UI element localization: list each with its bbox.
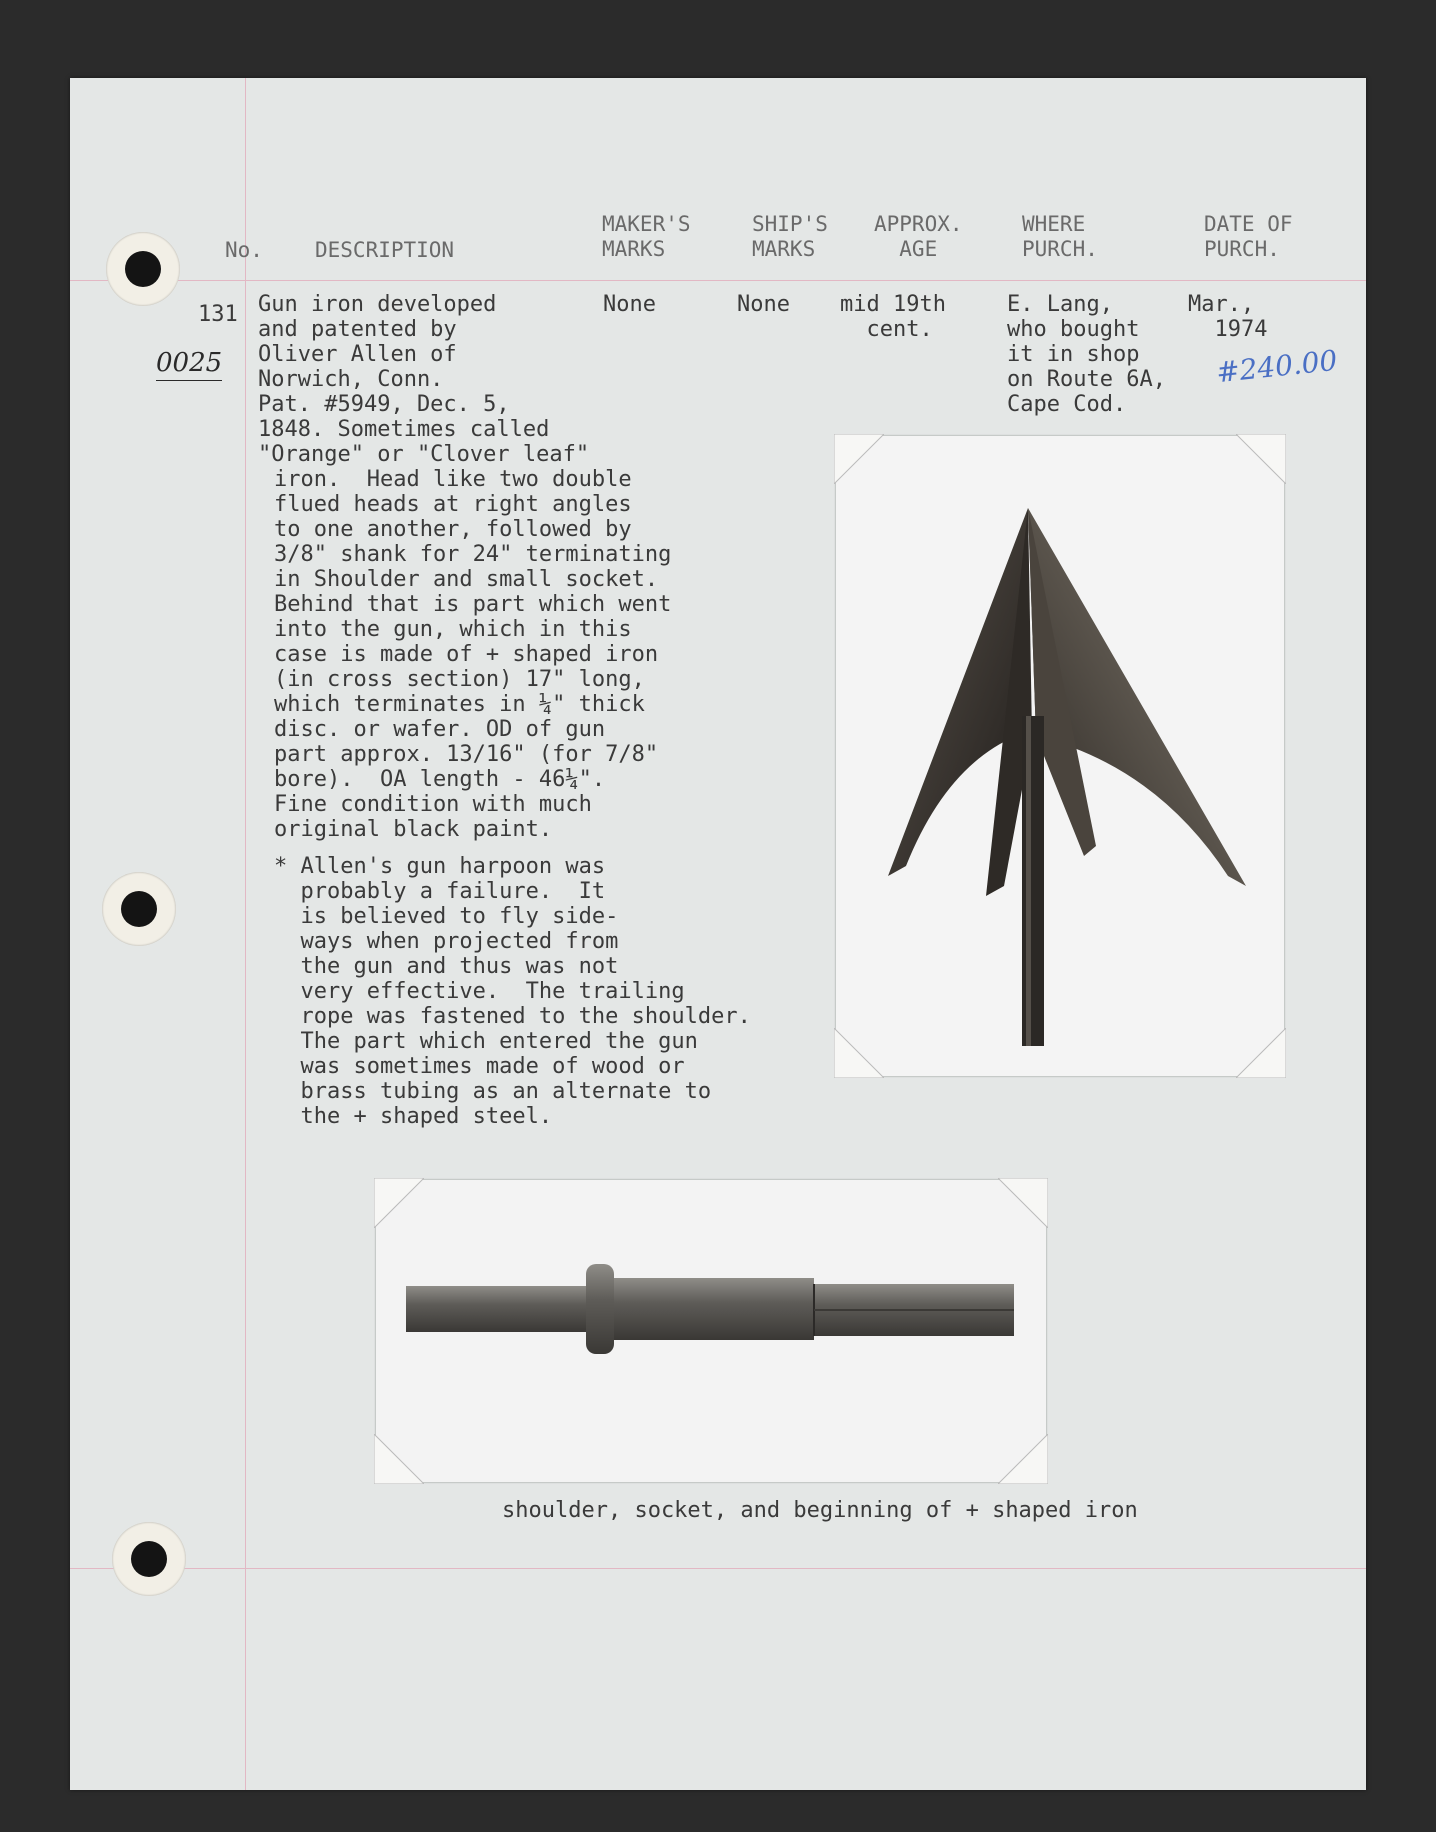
price-handwritten: #240.00	[1214, 343, 1339, 390]
shoulder-socket-photo	[376, 1180, 1046, 1482]
header-no: No.	[225, 238, 263, 262]
date-of-purch-value: Mar., 1974	[1188, 292, 1268, 342]
margin-rule	[245, 78, 246, 1790]
ships-marks-value: None	[737, 292, 790, 317]
photo-corner-icon	[374, 1434, 424, 1484]
photo-corner-icon	[834, 434, 884, 484]
header-makers-marks: MAKER'S MARKS	[602, 212, 691, 261]
header-description: DESCRIPTION	[315, 238, 455, 262]
description-text: Gun iron developed and patented by Oliver Allen of Norwich, Conn. Pat. #5949, Dec. 5, 1848. Sometimes called "Orange" or "Clover leaf"	[258, 292, 590, 467]
photo-corner-icon	[1236, 1028, 1286, 1078]
makers-marks-value: None	[603, 292, 656, 317]
header-where-purch: WHERE PURCH.	[1022, 212, 1098, 261]
header-date-of-purch: DATE OF PURCH.	[1204, 212, 1293, 261]
header-rule	[70, 280, 1366, 281]
description-continued: iron. Head like two double flued heads at right angles to one another, followed by 3/8" shank for 24" terminating in Shoulder and small socket. Behind that is part which went into the gun, which in this case is made of + shaped iron (in cross section) 17" long, which terminates in ¼" thick disc. or wafer. OD of gun part approx. 13/16" (for 7/8" bore). OA length - 46¼". Fine condition with much original black paint.	[274, 467, 672, 842]
bottom-rule	[70, 1568, 1366, 1569]
header-approx-age: APPROX. AGE	[874, 212, 963, 261]
harpoon-head-image	[836, 436, 1284, 1076]
where-purch-value: E. Lang, who bought it in shop on Route 6A, Cape Cod.	[1007, 292, 1166, 417]
shoulder-socket-image	[376, 1180, 1046, 1482]
entry-number: 131	[198, 302, 238, 327]
binder-hole-bottom	[112, 1522, 186, 1596]
photo-corner-icon	[998, 1178, 1048, 1228]
photo-corner-icon	[374, 1178, 424, 1228]
catalog-number-handwritten: 0025	[156, 348, 222, 381]
approx-age-value: mid 19th cent.	[840, 292, 946, 342]
header-ships-marks: SHIP'S MARKS	[752, 212, 828, 261]
photo-corner-icon	[834, 1028, 884, 1078]
harpoon-head-photo	[836, 436, 1284, 1076]
description-note: * Allen's gun harpoon was probably a failure. It is believed to fly side- ways when projected from the gun and thus was not very effective. The trailing rope was fastened to the shoulder. The part which entered the gun was sometimes made of wood or brass tubing as an alternate to the + shaped steel.	[274, 854, 751, 1129]
photo-corner-icon	[998, 1434, 1048, 1484]
photo-caption: shoulder, socket, and beginning of + shaped iron	[502, 1498, 1138, 1523]
photo-corner-icon	[1236, 434, 1286, 484]
binder-hole-top	[106, 232, 180, 306]
binder-hole-middle	[102, 872, 176, 946]
catalog-sheet	[70, 78, 1366, 1790]
